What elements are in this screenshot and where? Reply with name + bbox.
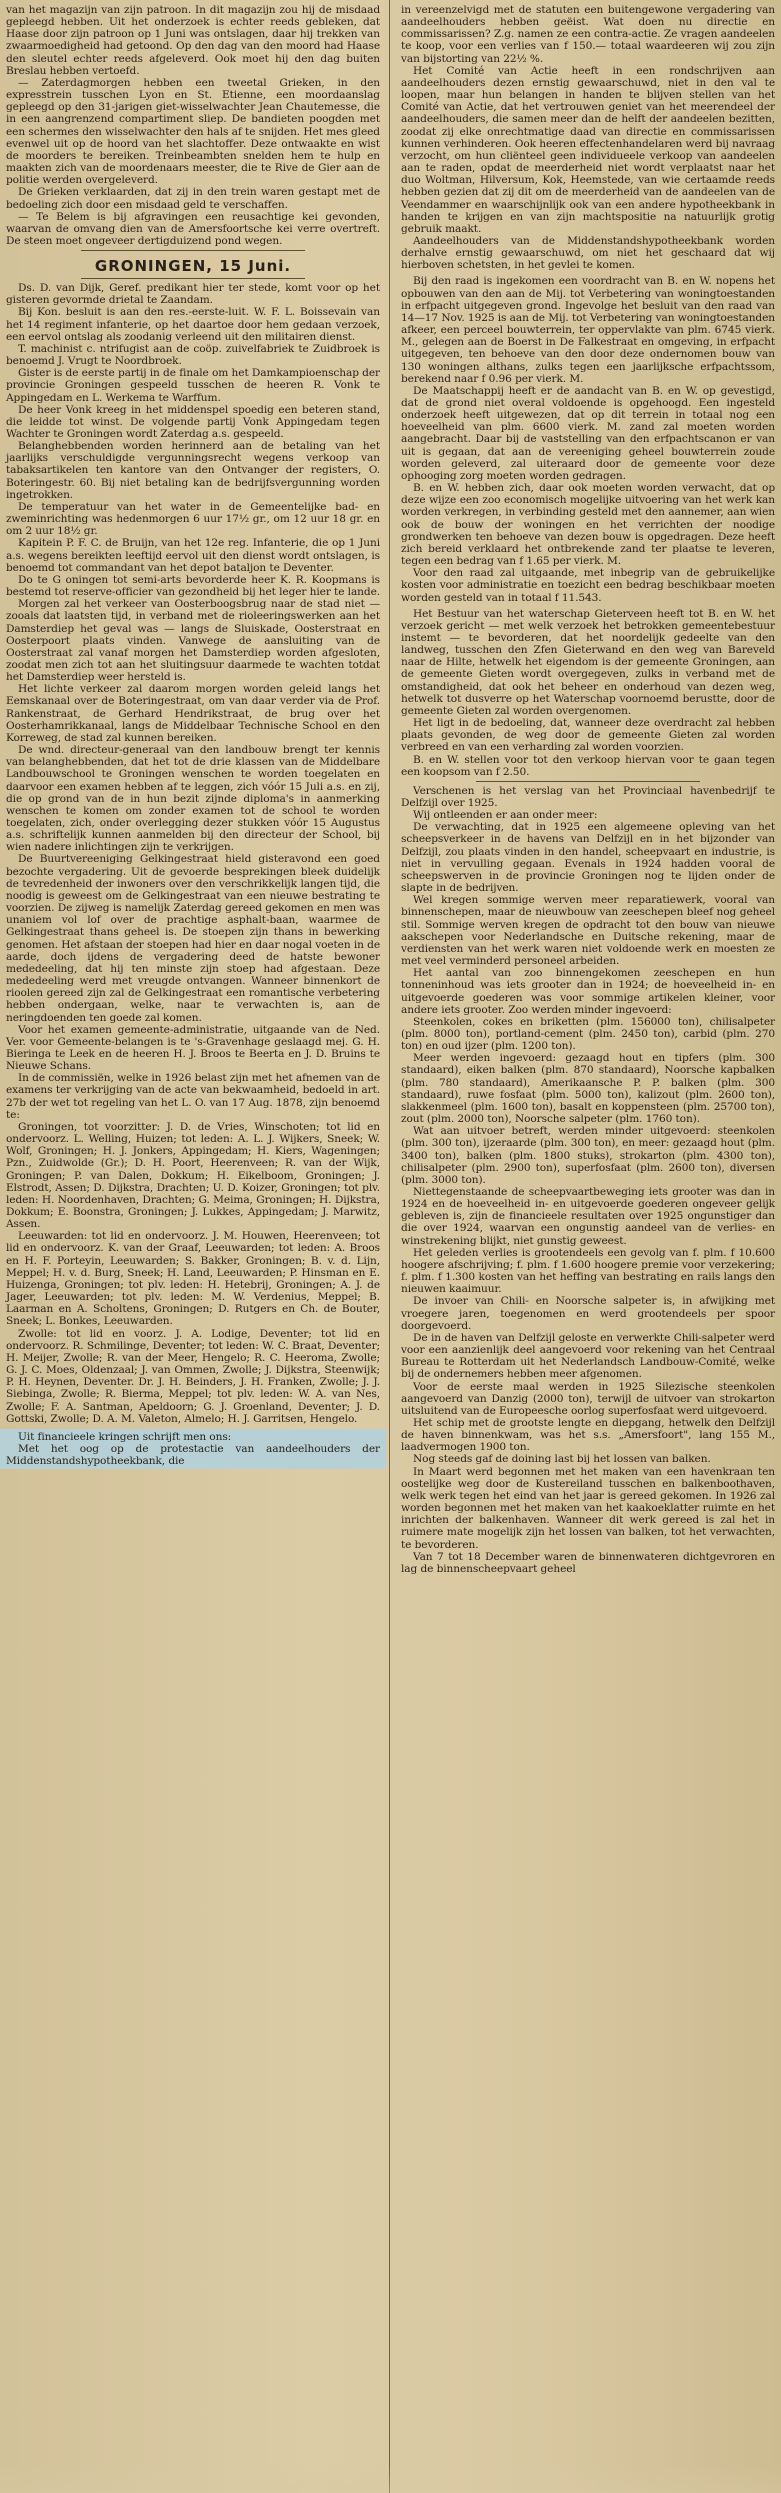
article-paragraph: De Buurtvereeniging Gelkingestraat hield gisteravond een goed bezochte vergadering. Uit de gevoerde besprekingen bleek duidelijk de tevredenheid der inwoners over den verschrikkelijk langen tijd, die noodig is geweest om de Gelkingestraat van een nieuwe bestrating te voorzien. De zijweg is namelijk Zaterdag gereed gekomen en men was unaniem vol lof over de prachtige asphalt-baan, waarmee de Gelkingestraat thans geheel is. De stoepen zijn thans in bewerking genomen. Het afstaan der stoepen had hier en daar nogal voeten in de aarde, doch ijdens de vergadering deed de hatste bewoner mededeeling, dat hij ten minste zijn stoep had afgestaan. Deze mededeeling werd met vreugde ontvangen. Wanneer binnenkort de rioolen gereed zijn zal de Gelkingestraat een romantische verbetering hebben ondergaan, welke, naar te verwachten is, aan de neringdoenden ten goede zal komen. bbox=[6, 853, 380, 1024]
article-paragraph: De wnd. directeur-generaal van den landbouw brengt ter kennis van belanghebbenden, dat het tot de drie klassen van de Middelbare Landbouwschool te Groningen wenschen te worden toegelaten en daarvoor een examen hebben af te leggen, zich vóór 15 Juli a.s. en zij, die op grond van de in hun bezit zijnde diploma's in aanmerking wenschen te komen om zonder examen tot de school te worden toegelaten, zich, onder overlegging dezer stukken vóór 15 Augustus a.s. schriftelijk kunnen aanmelden bij den directeur der School, bij wien nadere inlichtingen zijn te verkrijgen. bbox=[6, 744, 380, 854]
article-paragraph: Leeuwarden: tot lid en ondervoorz. J. M. Houwen, Heerenveen; tot lid en ondervoorz. K. van der Graaf, Leeuwarden; tot leden: A. Broos en H. F. Porteyin, Leeuwarden; S. Bakker, Groningen; B. v. d. Lijn, Meppel; H. v. d. Burg, Sneek; H. Land, Leeuwarden; P. Hinsman en E. Huizenga, Groningen; tot plv. leden: H. Hetebrij, Groningen; A. J. de Jager, Leeuwarden; tot plv. leden: M. W. Verdenius, Meppel; B. Laarman en A. Scholtens, Groningen; D. Rutgers en Ch. de Bouter, Sneek; L. Bonkes, Leeuwarden. bbox=[6, 1230, 380, 1328]
article-paragraph: B. en W. hebben zich, daar ook moeten worden verwacht, dat op deze wijze een zoo economisch mogelijke uitvoering van het werk kan worden verkregen, in verbinding gesteld met den aannemer, aan wien ook de bouw der woningen en het verrichten der noodige grondwerken ten behoeve van dezen bouw is opgedragen. Deze heeft zich bereid verklaard het ontbrekende zand ter plaatse te leveren, tegen een bedrag van f 1.65 per vierk. M. bbox=[401, 482, 775, 568]
right-column bbox=[395, 0, 781, 2493]
article-paragraph: Het geleden verlies is grootendeels een gevolg van f. plm. f 10.600 hoogere afschrijving; f. plm. f 1.600 hoogere premie voor verzekering; f. plm. f 1.300 kosten van het heffing van bestrating en rails langs den nieuwen kaaimuur. bbox=[401, 1246, 775, 1296]
article-paragraph: Gister is de eerste partij in de finale om het Damkampioenschap der provincie Groningen gespeeld tusschen de heeren R. Vonk te Appingedam en L. Werkema te Warffum. bbox=[6, 367, 380, 404]
section-divider bbox=[81, 278, 305, 279]
article-paragraph: Het lichte verkeer zal daarom morgen worden geleid langs het Eemskanaal over de Boteringestraat, om van daar verder via de Prof. Rankenstraat, de Gerhard Hendrikstraat, de brug over het Oosterhamrikkanaal, langs de Middelbaar Technische School en den Korreweg, de stad zal kunnen bereiken. bbox=[6, 683, 380, 744]
article-paragraph: Groningen, tot voorzitter: J. D. de Vries, Winschoten; tot lid en ondervoorz. L. Welling, Huizen; tot leden: A. L. J. Wijkers, Sneek; W. Wolf, Groningen; H. J. Jonkers, Appingedam; H. Kiers, Wageningen; Pzn., Zuidwolde (Gr.); D. H. Poort, Heerenveen; R. van der Wijk, Groningen; P. van Dalen, Dokkum; H. Eikelboom, Groningen; J. Elstrodt, Assen; D. Dijkstra, Drachten; U. D. Koizer, Groningen; tot plv. leden: H. Noordenhaven, Drachten; G. Meima, Groningen; H. Dijkstra, Dokkum; E. Boonstra, Groningen; J. Lukkes, Appingedam; J. Marwitz, Assen. bbox=[6, 1120, 380, 1231]
column-divider bbox=[389, 0, 390, 2493]
article-paragraph: — Zaterdagmorgen hebben een tweetal Grieken, in den expresstrein tusschen Lyon en St. Etienne, een moordaanslag gepleegd op den 31-jarigen giet-wisselwachter Jean Chautemesse, die in een aangrenzend compartiment sliep. De bandieten poogden met een schermes den wisselwachter den hals af te snijden. Het mes gleed evenwel uit op de hoord van het slachtoffer. Deze ontwaakte en wist de moorders te bereiken. Treinbeambten snelden hem te hulp en maakten zich van de moordenaars meester, die te Rive de Gier aan de politie werden overgeleverd. bbox=[6, 76, 380, 187]
left-column bbox=[0, 0, 386, 2493]
article-paragraph: Het Comité van Actie heeft in een rondschrijven aan aandeelhouders dezen ernstig gewaarschuwd, niet in den val te loopen, maar hun belangen in handen te blijven stellen van het Comité van Actie, dat het vertrouwen geniet van het meerendeel der aandeelhouders, die samen meer dan de helft der aandeelen bezitten, zoodat zij elke onrechtmatige daad van directie en commissarissen kunnen verhinderen. Ook heeren effectenhandelaren werd bij navraag verzocht, om hun cliënteel geen individueele verkoop van aandeelen aan te raden, opdat de meerderheid niet wordt verplaatst naar het duo Woltman, Hilversum, Kok, Heemstede, van wie certaamde reeds hebben gezien dat zij dit om de meerderheid van de aandeelen van de Veendammer en waarschijnlijk ook van een andere hypotheekbank in handen te krijgen en van zijn machtspositie na natuurlijk grotig gebruik maakt. bbox=[401, 64, 775, 235]
article-paragraph: Do te G oningen tot semi-arts bevorderde heer K. R. Koopmans is bestemd tot reserve-officier van gezondheid bij het leger hier te lande. bbox=[6, 573, 380, 599]
article-paragraph: In Maart werd begonnen met het maken van een havenkraan ten oostelijke weg door de Kustereiland tusschen en balkenboothaven, welk werk tegen het eind van het jaar is gereed gekomen. In 1926 zal worden begonnen met het maken van het kaakoeklatter ruimte en het inrichten der balkenhaven. Wanneer dit werk gereed is zal het in ruimere mate mogelijk zijn het lossen van balken, tot het verwachten, te bevorderen. bbox=[401, 1465, 775, 1551]
section-headline: GRONINGEN, 15 Juni. bbox=[94, 257, 292, 276]
article-paragraph: Bij Kon. besluit is aan den res.-eerste-luit. W. F. L. Boissevain van het 14 regiment infanterie, op het daartoe door hem gedaan verzoek, een eervol ontslag als zoodanig verleend uit den militairen dienst. bbox=[6, 306, 380, 343]
article-paragraph: Met het oog op de protestactie van aandeelhouders der Middenstandshypotheekbank, die bbox=[6, 1442, 380, 1468]
article-paragraph: van het magazijn van zijn patroon. In dit magazijn zou hij de misdaad gepleegd hebben. Uit het onderzoek is echter reeds gebleken, dat Haase door zijn patroon op 1 Juni was ontslagen, daar hij trekken van zwaarmoedigheid had getoond. Op den dag van den moord had Haase den sleutel echter reeds afgeleverd. Ook moet hij den dag buiten Breslau hebben vertoefd. bbox=[6, 4, 380, 77]
section-divider bbox=[81, 250, 305, 251]
article-paragraph: De Grieken verklaarden, dat zij in den trein waren gestapt met de bedoeling zich door een misdaad geld te verschaffen. bbox=[6, 186, 380, 211]
article-paragraph: Bij den raad is ingekomen een voordracht van B. en W. nopens het opbouwen van den aan de Mij. tot Verbetering van woningtoestanden in erfpacht uitgegeven grond. Ingevolge het besluit van den raad van 14—17 Nov. 1925 is aan de Mij. tot Verbetering van woningtoestanden afkeer, een perceel bouwterrein, ter oppervlakte van plm. 6745 vierk. M., gelegen aan de Boerst in De Falkestraat en omgeving, in erfpacht uitgegeven, ten behoeve van den door deze ondernomen bouw van 130 woningen althans, zulks tegen een jaarlijksche erfpachtssom, berekend naar f 0.96 per vierk. M. bbox=[401, 275, 775, 385]
article-paragraph: Aandeelhouders van de Middenstandshypotheekbank worden derhalve ernstig gewaarschuwd, om niet het geschaard dat wij hierboven schetsten, in het gevlei te komen. bbox=[401, 234, 775, 272]
article-paragraph: Morgen zal het verkeer van Oosterboogsbrug naar de stad niet — zooals dat laatsten tijd, in verband met de rioleeringswerken aan het Damsterdiep het geval was — langs de Sluiskade, Oosterstraat en Oosterpoort plaats vinden. Vanwege de aansluiting van de Oosterstraat zal vanaf morgen het Damsterdiep worden afgesloten, zoodat men zich tot aan het sluitingsuur daarmede te wachten totdat het Damsterdiep weer hersteld is. bbox=[6, 598, 380, 684]
article-paragraph: De verwachting, dat in 1925 een algemeene opleving van het scheepsverkeer in de havens van Delfzijl en in het bijzonder van Delfzijl, zou plaats vinden in den handel, scheepvaart en industrie, is niet in vervulling gegaan. Evenals in 1924 hadden vooral de scheepswerven in de provincie Groningen nog te lijden onder de slapte in de bedrijven. bbox=[401, 821, 775, 895]
article-paragraph: Kapitein P. F. C. de Bruijn, van het 12e reg. Infanterie, die op 1 Juni a.s. wegens bereikten leeftijd eervol uit den dienst wordt ontslagen, is benoemd tot commandant van het depot bataljon te Deventer. bbox=[6, 537, 380, 574]
article-paragraph: Wel kregen sommige werven meer reparatiewerk, vooral van binnenschepen, maar de nieuwbouw van zeeschepen bleef nog geheel stil. Sommige werven kregen de opdracht tot den bouw van nieuwe aakschepen voor Nederlandsche en Duitsche rekening, maar de verdiensten van het werk waren niet voldoende werk en moesten ze met veel verminderd personeel arbeiden. bbox=[401, 894, 775, 968]
article-paragraph: Meer werden ingevoerd: gezaagd hout en tipfers (plm. 300 standaard), eiken balken (plm. 870 standaard), Noorsche kapbalken (plm. 780 standaard), Amerikaansche P. P. balken (plm. 300 standaard), ruwe fosfaat (plm. 5000 ton), kalizout (plm. 2600 ton), slakkenmeel (plm. 1600 ton), basalt en koppensteen (plm. 25700 ton), zout (plm. 2000 ton), Noorsche salpeter (plm. 1760 ton). bbox=[401, 1052, 775, 1126]
article-paragraph: Steenkolen, cokes en briketten (plm. 156000 ton), chilisalpeter (plm. 8000 ton), portland-cement (plm. 2450 ton), carbid (plm. 270 ton) en oud ijzer (plm. 1200 ton). bbox=[401, 1015, 775, 1053]
section-divider bbox=[476, 781, 700, 782]
article-paragraph: Van 7 tot 18 December waren de binnenwateren dichtgevroren en lag de binnenscheepvaart geheel bbox=[401, 1550, 775, 1575]
article-paragraph: De Maatschappij heeft er de aandacht van B. en W. op gevestigd, dat de grond niet overal voldoende is opgehoogd. Een ingesteld onderzoek heeft uitgewezen, dat op dit terrein in totaal nog een hoeveelheid van plm. 6600 vierk. M. zand zal moeten worden aangebracht. Daar bij de vaststelling van den erfpachtscanon er van uit is gegaan, dat aan de vereeniging geheel bouwterrein zoude worden geleverd, zal uiteraard door de gemeente voor deze ophooging zorg moeten worden gedragen. bbox=[401, 384, 775, 482]
article-paragraph: In de commissiën, welke in 1926 belast zijn met het afnemen van de examens ter verkrijging van de acte van bekwaamheid, bedoeld in art. 27b der wet tot regeling van het L. O. van 17 Aug. 1878, zijn benoemd te: bbox=[6, 1072, 380, 1121]
article-paragraph: Verschenen is het verslag van het Provinciaal havenbedrijf te Delfzijl over 1925. bbox=[401, 784, 775, 809]
article-paragraph: Het aantal van zoo binnengekomen zeeschepen en hun tonneninhoud was iets grooter dan in 1924; de hoeveelheid in- en uitgevoerde goederen was voor sommige artikelen kleiner, voor andere iets grooter. Zoo werden minder ingevoerd: bbox=[401, 967, 775, 1016]
article-paragraph: Uit financieele kringen schrijft men ons: bbox=[18, 1430, 232, 1443]
article-paragraph: Nog steeds gaf de doining last bij het lossen van balken. bbox=[413, 1453, 711, 1466]
article-paragraph: Voor het examen gemeente-administratie, uitgaande van de Ned. Ver. voor Gemeente-belangen is te 's-Gravenhage geslaagd mej. G. H. Bieringa te Leek en de heeren H. J. Broos te Beerta en J. D. Bruins te Nieuwe Schans. bbox=[6, 1023, 380, 1073]
article-paragraph: Voor den raad zal uitgaande, met inbegrip van de gebruikelijke kosten voor administratie en toezicht een bedrag beschikbaar moeten worden gesteld van in totaal f 11.543. bbox=[401, 567, 775, 604]
highlighted-article bbox=[0, 1429, 386, 1469]
article-paragraph: De invoer van Chili- en Noorsche salpeter is, in afwijking met vroegere jaren, toegenomen en werd grootendeels per spoor doorgevoerd. bbox=[401, 1295, 775, 1332]
article-paragraph: Het schip met de grootste lengte en diepgang, hetwelk den Delfzijl de haven binnenkwam, was het s.s. „Amersfoort", lang 155 M., laadvermogen 1900 ton. bbox=[401, 1416, 775, 1454]
article-paragraph: Belanghebbenden worden herinnerd aan de betaling van het jaarlijks verschuldigde vergunningsrecht wegens verkoop van tabaksartikelen ten kantore van den Ontvanger der registers, O. Boteringestr. 60. Bij niet betaling kan de bedrijfsvergunning worden ingetrokken. bbox=[6, 440, 380, 501]
article-paragraph: De heer Vonk kreeg in het middenspel spoedig een beteren stand, die leidde tot winst. De volgende partij Vonk Appingedam tegen Wachter te Groningen wordt Zaterdag a.s. gespeeld. bbox=[6, 403, 380, 440]
article-paragraph: De temperatuur van het water in de Gemeentelijke bad- en zweminrichting was hedenmorgen 6 uur 17½ gr., om 12 uur 18 gr. en om 2 uur 18½ gr. bbox=[6, 500, 380, 538]
article-paragraph: Voor de eerste maal werden in 1925 Silezische steenkolen aangevoerd van Danzig (2000 ton), terwijl de uitvoer van strokarton uitsluitend van de Europeesche oorlog superfosfaat werd uitgevoerd. bbox=[401, 1380, 775, 1417]
article-paragraph: T. machinist c. ntrifugist aan de coöp. zuivelfabriek te Zuidbroek is benoemd J. Vrugt te Noordbroek. bbox=[6, 342, 380, 368]
article-paragraph: — Te Belem is bij afgravingen een reusachtige kei gevonden, waarvan de omvang dien van de Amersfoortsche kei verre overtreft. De steen moet ongeveer dertigduizend pond wegen. bbox=[6, 210, 380, 247]
article-paragraph: Ds. D. van Dijk, Geref. predikant hier ter stede, komt voor op het gisteren gevormde drietal te Zaandam. bbox=[6, 282, 380, 307]
article-paragraph: Het ligt in de bedoeling, dat, wanneer deze overdracht zal hebben plaats gevonden, de weg door de gemeente Gieten zal worden verbreed en van een verharding zal worden voorzien. bbox=[401, 717, 775, 754]
article-paragraph: Niettegenstaande de scheepvaartbeweging iets grooter was dan in 1924 en de hoeveelheid in- en uitgevoerde goederen ongeveer gelijk gebleven is, zijn de financieele resultaten over 1925 ongunstiger dan die over 1924, waarvan een ongunstig aandeel van de verlies- en winstrekening blijkt, niet gunstig geweest. bbox=[401, 1186, 775, 1247]
article-paragraph: Wat aan uitvoer betreft, werden minder uitgevoerd: steenkolen (plm. 300 ton), ijzeraarde (plm. 300 ton), en meer: gezaagd hout (plm. 3400 ton), balken (plm. 1800 stuks), strokarton (plm. 4300 ton), chilisalpeter (plm. 2900 ton), superfosfaat (plm. 2600 ton), diversen (plm. 3000 ton). bbox=[401, 1125, 775, 1186]
article-paragraph: B. en W. stellen voor tot den verkoop hiervan voor te gaan tegen een koopsom van f 2.50. bbox=[401, 753, 775, 778]
article-paragraph: De in de haven van Delfzijl geloste en verwerkte Chili-salpeter werd voor een aanzienlijk deel aangevoerd voor rekening van het Centraal Bureau te Rotterdam uit het Nederlandsch Landbouw-Comité, welke bij de ondernemers hebben meer afgenomen. bbox=[401, 1331, 775, 1381]
article-paragraph: Wij ontleenden er aan onder meer: bbox=[413, 809, 598, 822]
article-paragraph: Het Bestuur van het waterschap Gieterveen heeft tot B. en W. het verzoek gericht — met welk verzoek het betrokken gemeentebestuur instemt — te bevorderen, dat het noordelijk gedeelte van den landweg, tusschen den Zfen Gieterwand en den weg van Bareveld naar de Hilte, hetwelk het eigendom is der gemeente Groningen, aan de gemeente Gieten wordt overgegeven, zulks in verband met de omstandigheid, dat ook het beheer en onderhoud van dezen weg, hetwelk tot dusverre op het Waterschap voornoemd berustte, door de gemeente Gieten zal worden overgenomen. bbox=[401, 607, 775, 717]
article-paragraph: Zwolle: tot lid en voorz. J. A. Lodige, Deventer; tot lid en ondervoorz. R. Schmilinge, Deventer; tot leden: W. C. Braat, Deventer; H. Meijer, Zwolle; R. van der Meer, Hengelo; R. C. Heeroma, Zwolle; G. J. C. Moes, Oldenzaal; J. van Ommen, Zwolle; J. Dijkstra, Steenwijk; P. H. Heynen, Deventer. Dr. J. H. Beinders, J. H. Franken, Zwolle; J. J. Siebinga, Zwolle; R. Bierma, Meppel; tot plv. leden: W. A. van Nes, Zwolle; F. A. Santman, Apeldoorn; G. J. Groenland, Deventer; J. D. Gottski, Zwolle; D. A. M. Valeton, Almelo; H. J. Garritsen, Hengelo. bbox=[6, 1327, 380, 1425]
article-paragraph: in vereenzelvigd met de statuten een buitengewone vergadering van aandeelhouders hebben geëist. Wat doen nu directie en commissarissen? Z.g. namen ze een contra-actie. Ze vragen aandeelen te koop, voor een verlies van f 150.— totaal waardeeren wij zou zijn van bijstorting van 22½ %. bbox=[401, 4, 775, 65]
